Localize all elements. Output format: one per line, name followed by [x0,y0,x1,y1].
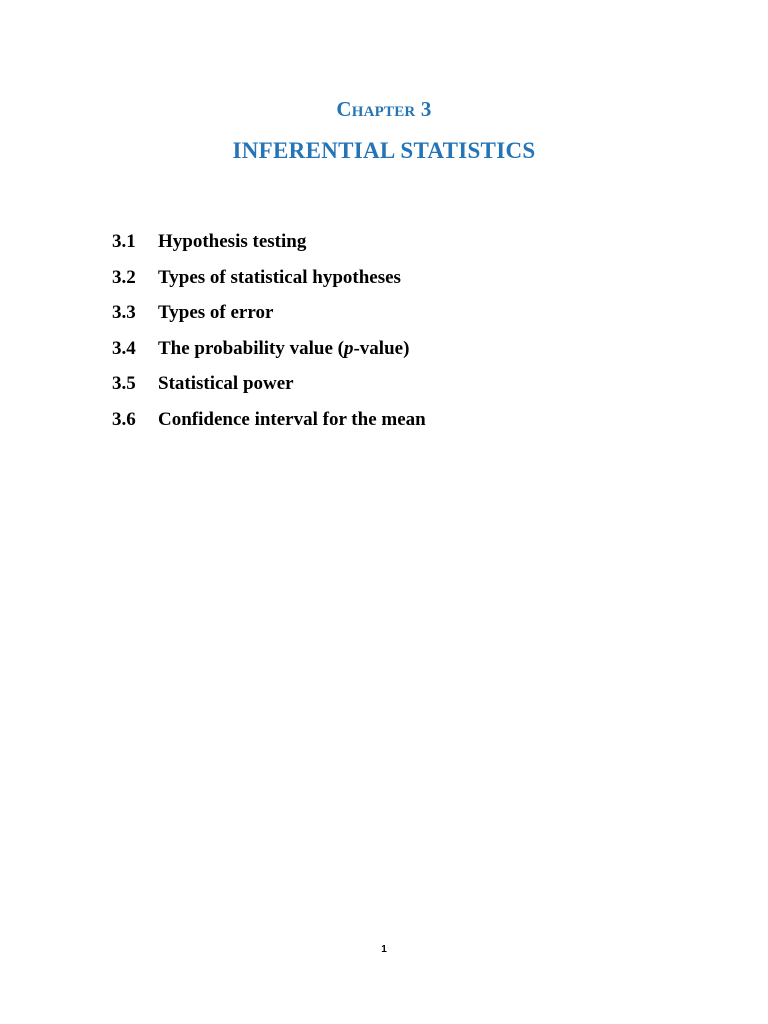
toc-number: 3.1 [112,231,136,252]
toc-number: 3.6 [112,408,136,430]
toc-text: Types of statistical hypotheses [158,266,401,288]
chapter-title: INFERENTIAL STATISTICS [232,138,536,163]
toc-item-3-3 [112,300,426,336]
toc-text: Types of error [158,302,274,324]
toc-number: 3.2 [112,266,136,288]
toc-item-3-5 [112,371,426,407]
toc-text: Hypothesis testing [158,231,307,252]
toc-item-3-4 [112,336,426,372]
toc-text-italic: p [343,337,354,359]
toc-item-3-6 [112,407,426,443]
page-number: 1 [381,944,387,955]
toc-text: Statistical power [158,373,294,395]
toc-text [158,336,409,362]
toc-text-after: -value) [353,337,410,359]
table-of-contents [112,229,426,443]
toc-item-3-2 [112,265,426,301]
toc-text: Confidence interval for the mean [158,408,426,430]
toc-number: 3.5 [112,373,136,395]
toc-text-before: The probability value ( [158,337,344,359]
toc-number: 3.3 [112,302,136,324]
toc-item-3-1 [112,229,426,265]
chapter-label: Chapter 3 [336,97,432,121]
toc-number: 3.4 [112,337,136,359]
